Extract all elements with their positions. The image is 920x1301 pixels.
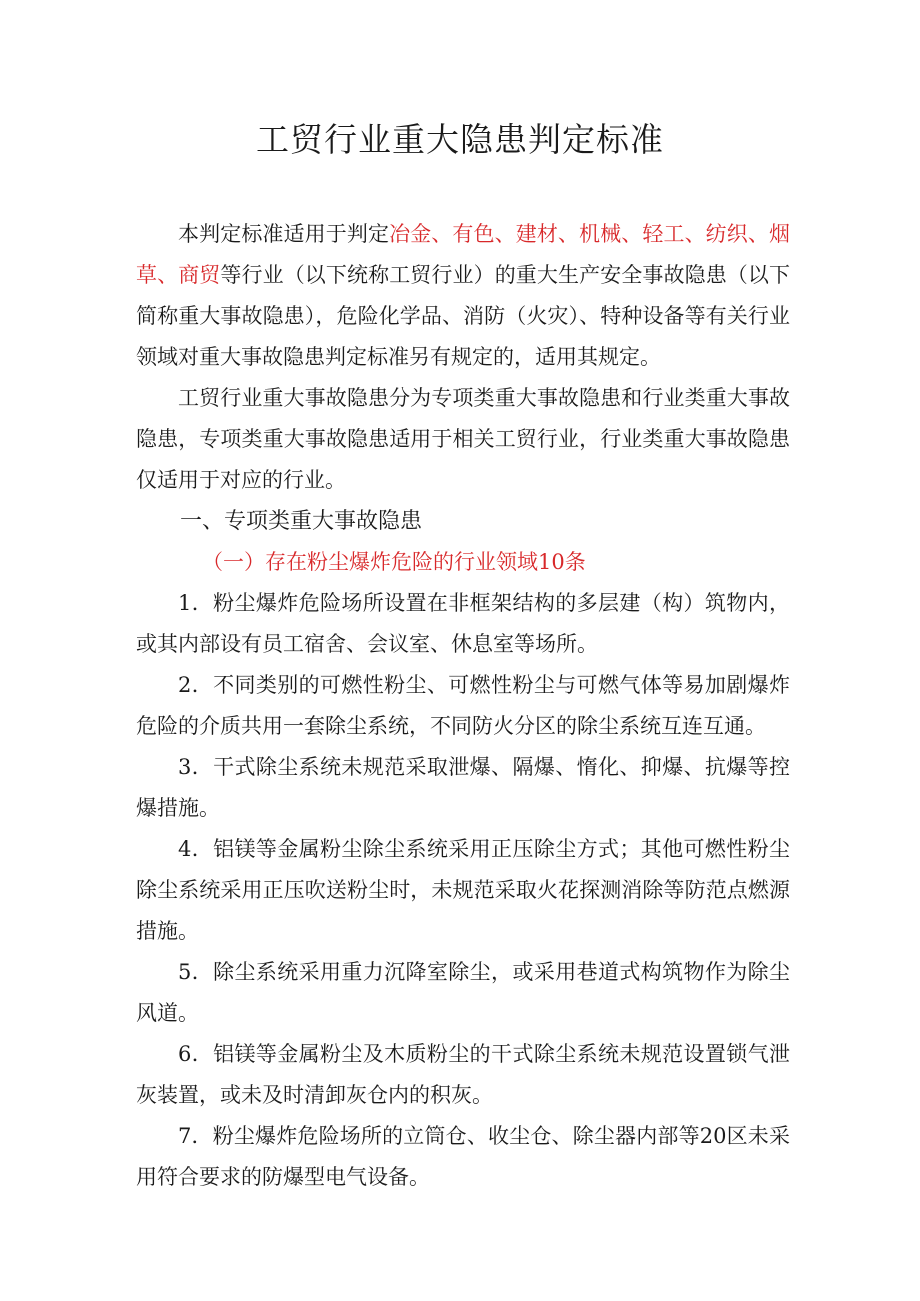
intro-prefix: 本判定标准适用于判定 (178, 222, 390, 246)
list-item: 5．除尘系统采用重力沉降室除尘，或采用巷道式构筑物作为除尘风道。 (136, 960, 790, 1025)
classification-paragraph: 工贸行业重大事故隐患分为专项类重大事故隐患和行业类重大事故隐患，专项类重大事故隐患适用于相关工贸行业，行业类重大事故隐患仅适用于对应的行业。 (136, 386, 790, 492)
list-item: 2．不同类别的可燃性粉尘、可燃性粉尘与可燃气体等易加剧爆炸危险的介质共用一套除尘系统，不同防火分区的除尘系统互连互通。 (136, 673, 790, 738)
industries-highlight: 冶金、有色、建材、机械、轻工、纺织、烟草、商贸 (136, 222, 791, 287)
list-item: 4．铝镁等金属粉尘除尘系统采用正压除尘方式；其他可燃性粉尘除尘系统采用正压吹送粉尘时，未规范采取火花探测消除等防范点燃源措施。 (136, 837, 790, 943)
list-item: 6．铝镁等金属粉尘及木质粉尘的干式除尘系统未规范设置锁气泄灰装置，或未及时清卸灰仓内的积灰。 (136, 1042, 790, 1107)
list-item: 1．粉尘爆炸危险场所设置在非框架结构的多层建（构）筑物内，或其内部设有员工宿舍、会议室、休息室等场所。 (136, 591, 790, 656)
subsection-heading: （一）存在粉尘爆炸危险的行业领域10条 (202, 550, 586, 574)
document-body (136, 214, 790, 1198)
intro-paragraph (136, 214, 790, 378)
intro-suffix: 等行业（以下统称工贸行业）的重大生产安全事故隐患（以下简称重大事故隐患），危险化学品、消防（火灾）、特种设备等有关行业领域对重大事故隐患判定标准另有规定的，适用其规定。 (136, 263, 791, 369)
list-item: 3．干式除尘系统未规范采取泄爆、隔爆、惰化、抑爆、抗爆等控爆措施。 (136, 755, 790, 820)
section-heading: 一、专项类重大事故隐患 (180, 509, 423, 534)
list-item: 7．粉尘爆炸危险场所的立筒仓、收尘仓、除尘器内部等20区未采用符合要求的防爆型电气设备。 (136, 1124, 790, 1189)
document-title: 工贸行业重大隐患判定标准 (256, 120, 664, 159)
